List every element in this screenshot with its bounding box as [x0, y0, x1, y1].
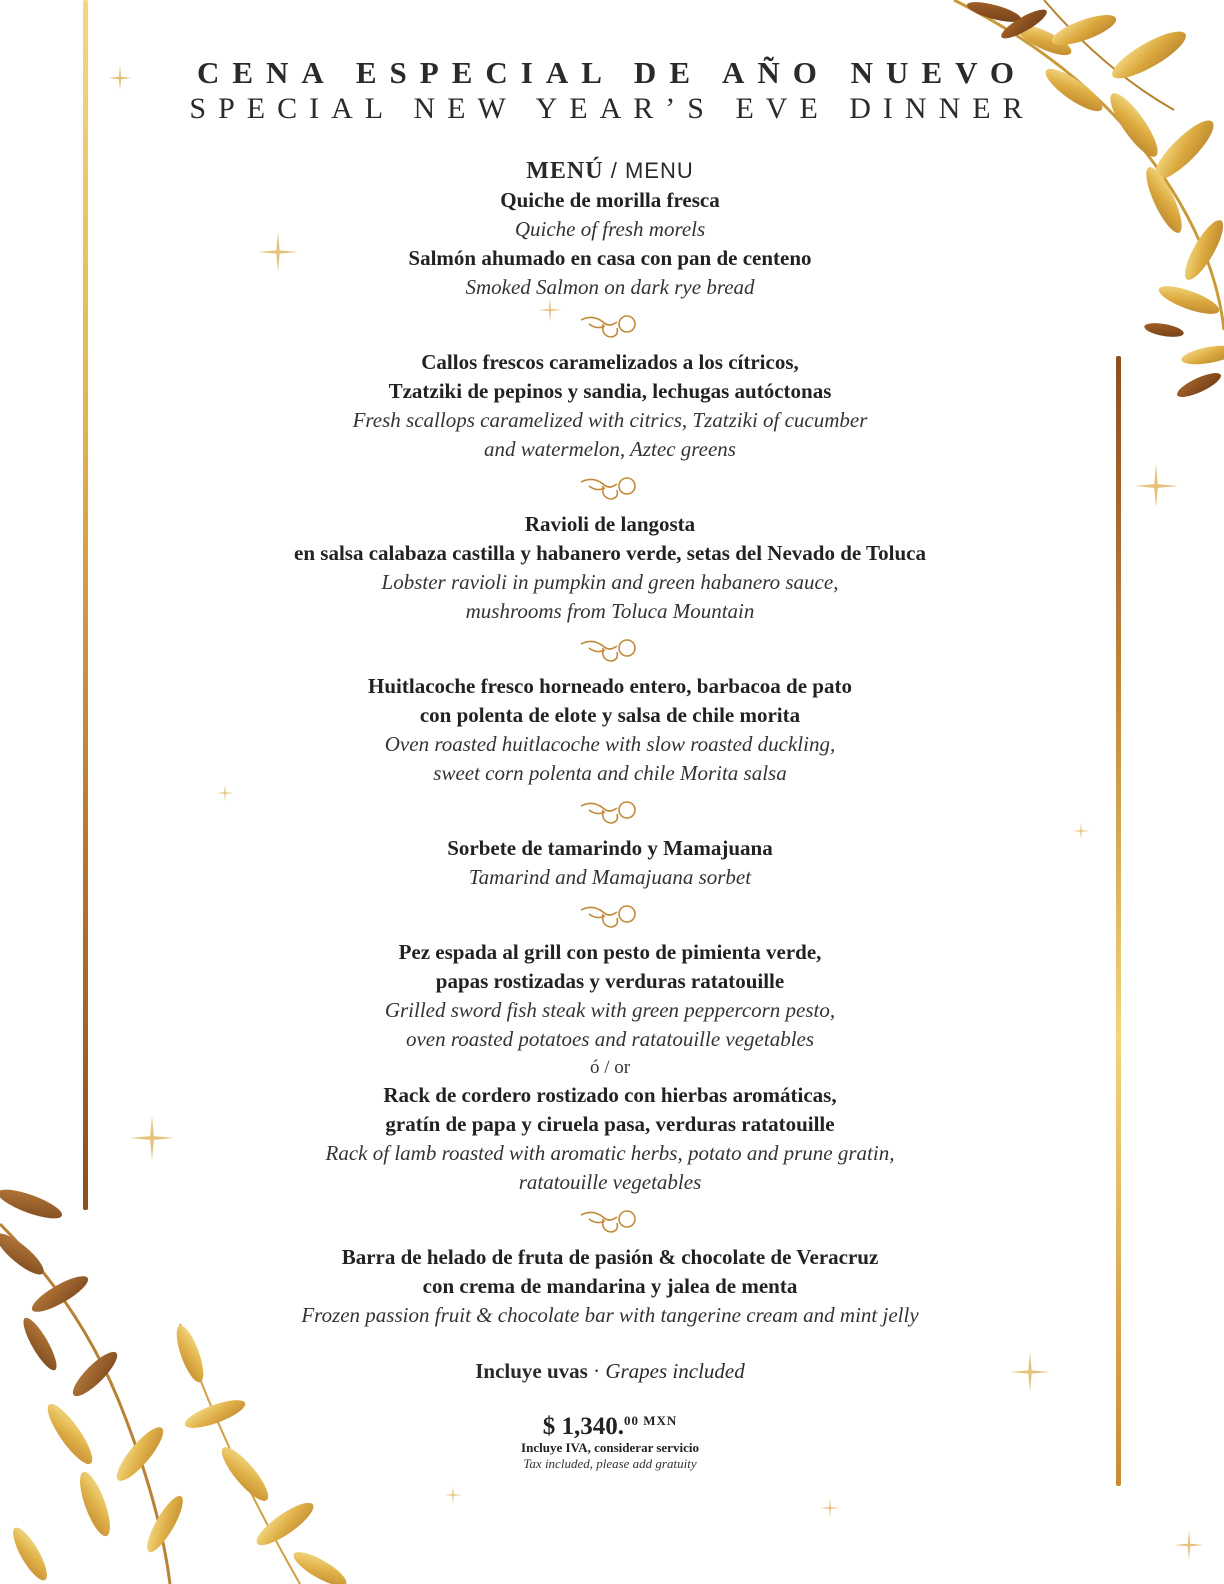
ornament-divider: [200, 1197, 1020, 1243]
course-name-es: Sorbete de tamarindo y Mamajuana: [447, 836, 773, 860]
sparkle-star-icon: [1174, 1530, 1204, 1560]
course-name-es: papas rostizadas y verduras ratatouille: [435, 969, 785, 993]
course-item: [200, 186, 1020, 244]
menu-heading-es: MENÚ: [526, 158, 604, 184]
price-cents-currency: 00 MXN: [623, 1413, 678, 1428]
grapes-note-en: Grapes included: [605, 1359, 745, 1383]
sparkle-star-icon: [820, 1498, 840, 1518]
price: [200, 1408, 1020, 1440]
sparkle-star-icon: [444, 1486, 462, 1504]
ornament-divider: [200, 892, 1020, 938]
ornament-divider: [200, 464, 1020, 510]
course-or-separator: ó / or: [589, 1057, 631, 1078]
course-name-es: Tzatziki de pepinos y sandia, lechugas autóctonas: [388, 379, 832, 403]
title-english: SPECIAL NEW YEAR’S EVE DINNER: [189, 92, 1035, 125]
tax-note-en: Tax included, please add gratuity: [523, 1456, 697, 1471]
course-item: [200, 244, 1020, 302]
course-name-en: Smoked Salmon on dark rye bread: [465, 275, 755, 299]
ornament-divider: [200, 626, 1020, 672]
course-name-en: Fresh scallops caramelized with citrics, Tzatziki of cucumber: [352, 408, 868, 432]
course-name-en: oven roasted potatoes and ratatouille vegetables: [405, 1027, 815, 1051]
grapes-note: [200, 1356, 1020, 1386]
ornament-flourish-icon: [579, 796, 641, 826]
sparkle-star-icon: [1134, 464, 1178, 508]
course-name-en: ratatouille vegetables: [518, 1170, 702, 1194]
grapes-note-sep: ·: [587, 1359, 606, 1383]
course-item: [200, 348, 1020, 464]
menu-heading: [200, 156, 1020, 186]
course-name-es: gratín de papa y ciruela pasa, verduras ratatouille: [385, 1112, 835, 1136]
course-name-es: Barra de helado de fruta de pasión & chocolate de Veracruz: [341, 1245, 879, 1269]
tax-note-es: Incluye IVA, considerar servicio: [521, 1440, 699, 1455]
gold-frame-bar-right: [1116, 356, 1121, 1486]
ornament-flourish-icon: [579, 1205, 641, 1235]
course-item: [200, 510, 1020, 626]
course-name-en: Tamarind and Mamajuana sorbet: [468, 865, 752, 889]
course-item: [200, 938, 1020, 1197]
course-name-es: en salsa calabaza castilla y habanero verde, setas del Nevado de Toluca: [294, 541, 926, 565]
course-item: [200, 834, 1020, 892]
course-name-es: Callos frescos caramelizados a los cítricos,: [421, 350, 799, 374]
price-amount: $ 1,340.: [542, 1413, 624, 1440]
course-name-es: con polenta de elote y salsa de chile morita: [419, 703, 801, 727]
sparkle-star-icon: [130, 1116, 174, 1160]
ornament-divider: [200, 302, 1020, 348]
course-name-en: Lobster ravioli in pumpkin and green habanero sauce,: [381, 570, 839, 594]
course-name-es: Salmón ahumado en casa con pan de centeno: [408, 246, 812, 270]
gold-frame-bar-left: [83, 0, 88, 1210]
ornament-flourish-icon: [579, 472, 641, 502]
course-name-es: con crema de mandarina y jalea de menta: [422, 1274, 798, 1298]
course-name-en: Frozen passion fruit & chocolate bar with tangerine cream and mint jelly: [301, 1303, 919, 1327]
course-name-en: Quiche of fresh morels: [514, 217, 706, 241]
course-name-en: sweet corn polenta and chile Morita salsa: [433, 761, 787, 785]
course-name-en: Grilled sword fish steak with green peppercorn pesto,: [384, 998, 836, 1022]
course-name-es: Quiche de morilla fresca: [500, 188, 720, 212]
ornament-flourish-icon: [579, 310, 641, 340]
ornament-divider: [200, 788, 1020, 834]
course-item: [200, 672, 1020, 788]
ornament-flourish-icon: [579, 634, 641, 664]
course-item: [200, 1243, 1020, 1330]
menu-heading-en: MENU: [624, 158, 694, 183]
grapes-note-es: Incluye uvas: [475, 1359, 588, 1383]
course-name-en: and watermelon, Aztec greens: [484, 437, 736, 461]
menu-heading-sep: /: [603, 158, 625, 183]
course-name-es: Pez espada al grill con pesto de pimienta verde,: [398, 940, 822, 964]
course-name-es: Huitlacoche fresco horneado entero, barbacoa de pato: [368, 674, 852, 698]
ornament-flourish-icon: [579, 900, 641, 930]
title-spanish: CENA ESPECIAL DE AÑO NUEVO: [196, 55, 1028, 90]
course-name-es: Ravioli de langosta: [524, 512, 696, 536]
course-name-en: mushrooms from Toluca Mountain: [465, 599, 755, 623]
course-name-es: Rack de cordero rostizado con hierbas aromáticas,: [383, 1083, 837, 1107]
sparkle-star-icon: [1072, 822, 1090, 840]
menu-list: [200, 156, 1020, 1471]
course-name-en: Rack of lamb roasted with aromatic herbs, potato and prune gratin,: [325, 1141, 895, 1165]
course-name-en: Oven roasted huitlacoche with slow roasted duckling,: [384, 732, 836, 756]
